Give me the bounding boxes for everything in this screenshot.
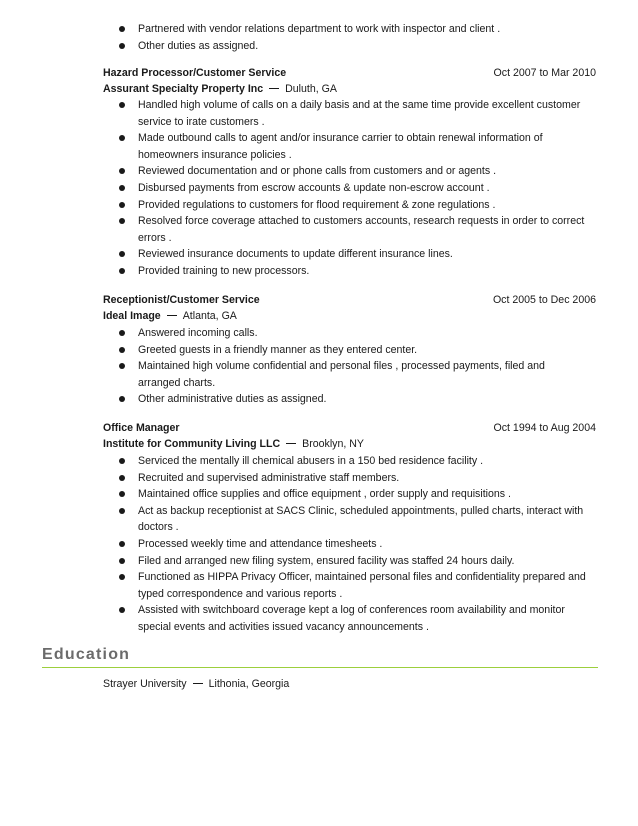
bullet-icon	[119, 347, 125, 353]
job-dates: Oct 2005 to Dec 2006	[492, 294, 596, 306]
bullet-icon	[119, 168, 125, 174]
list-item: Maintained high volume confidential and personal files , processed payments, filed and arranged charts.	[103, 358, 588, 391]
section-divider	[42, 667, 598, 668]
bullet-icon	[119, 574, 125, 580]
bullet-icon	[119, 26, 125, 32]
list-item: Provided training to new processors.	[103, 263, 588, 280]
company-line	[103, 81, 337, 97]
list-item: Assisted with switchboard coverage kept a log of conferences room availability and monitor special events and activities issued vacancy announcements .	[103, 602, 588, 635]
list-item: Recruited and supervised administrative staff members.	[103, 470, 588, 487]
bullet-icon	[119, 558, 125, 564]
job-bullet-list	[103, 97, 588, 280]
school-name: Strayer University	[103, 678, 187, 690]
list-item: Functioned as HIPPA Privacy Officer, maintained personal files and confidentiality prepared and typed correspondence and various reports .	[103, 569, 588, 602]
bullet-icon	[119, 185, 125, 191]
company-location: Brooklyn, NY	[302, 438, 364, 450]
education-line	[103, 676, 289, 692]
bullet-icon	[119, 251, 125, 257]
list-item: Partnered with vendor relations department to work with inspector and client .	[103, 21, 588, 38]
dash-separator	[167, 315, 177, 316]
list-item: Serviced the mentally ill chemical abusers in a 150 bed residence facility .	[103, 453, 588, 470]
list-item: Reviewed insurance documents to update different insurance lines.	[103, 246, 588, 263]
list-item: Handled high volume of calls on a daily basis and at the same time provide excellent customer service to irate customers .	[103, 97, 588, 130]
section-heading-education: Education	[42, 646, 131, 663]
bullet-icon	[119, 202, 125, 208]
company-line	[103, 308, 237, 324]
job-title: Office Manager	[103, 422, 180, 434]
bullet-icon	[119, 135, 125, 141]
bullet-icon	[119, 268, 125, 274]
bullet-icon	[119, 396, 125, 402]
school-location: Lithonia, Georgia	[208, 678, 290, 690]
bullet-icon	[119, 475, 125, 481]
job-bullet-list	[103, 325, 588, 408]
list-item: Reviewed documentation and or phone calls from customers and or agents .	[103, 163, 588, 180]
bullet-icon	[119, 541, 125, 547]
company-location: Duluth, GA	[285, 83, 337, 95]
bullet-icon	[119, 218, 125, 224]
job-title: Hazard Processor/Customer Service	[103, 67, 287, 79]
list-item: Act as backup receptionist at SACS Clinic, scheduled appointments, pulled charts, interact with doctors .	[103, 503, 588, 536]
company-name: Assurant Specialty Property Inc	[103, 83, 264, 95]
dash-separator	[269, 88, 279, 89]
bullet-icon	[119, 508, 125, 514]
bullet-icon	[119, 491, 125, 497]
list-item: Maintained office supplies and office equipment , order supply and requisitions .	[103, 486, 588, 503]
job-header	[103, 65, 596, 81]
dash-separator	[193, 683, 203, 684]
job-bullet-list	[103, 453, 588, 636]
list-item: Disbursed payments from escrow accounts & update non-escrow account .	[103, 180, 588, 197]
job-dates: Oct 2007 to Mar 2010	[493, 67, 596, 79]
job-title: Receptionist/Customer Service	[103, 294, 260, 306]
bullet-icon	[119, 330, 125, 336]
job-dates: Oct 1994 to Aug 2004	[493, 422, 596, 434]
bullet-icon	[119, 43, 125, 49]
list-item: Resolved force coverage attached to customers accounts, research requests in order to correct errors .	[103, 213, 588, 246]
bullet-icon	[119, 607, 125, 613]
bullet-icon	[119, 458, 125, 464]
list-item: Answered incoming calls.	[103, 325, 588, 342]
list-item: Made outbound calls to agent and/or insurance carrier to obtain renewal information of homeowners insurance policies .	[103, 130, 588, 163]
dash-separator	[286, 443, 296, 444]
list-item: Other administrative duties as assigned.	[103, 391, 588, 408]
list-item: Other duties as assigned.	[103, 38, 588, 55]
job-header	[103, 292, 596, 308]
list-item: Greeted guests in a friendly manner as they entered center.	[103, 342, 588, 359]
list-item: Filed and arranged new filing system, ensured facility was staffed 24 hours daily.	[103, 553, 588, 570]
list-item: Provided regulations to customers for flood requirement & zone regulations .	[103, 197, 588, 214]
company-name: Ideal Image	[103, 310, 161, 322]
list-item: Processed weekly time and attendance timesheets .	[103, 536, 588, 553]
bullet-icon	[119, 102, 125, 108]
bullet-icon	[119, 363, 125, 369]
top-bullet-list	[103, 21, 588, 54]
job-header	[103, 420, 596, 436]
company-location: Atlanta, GA	[182, 310, 237, 322]
company-name: Institute for Community Living LLC	[103, 438, 281, 450]
company-line	[103, 436, 364, 452]
